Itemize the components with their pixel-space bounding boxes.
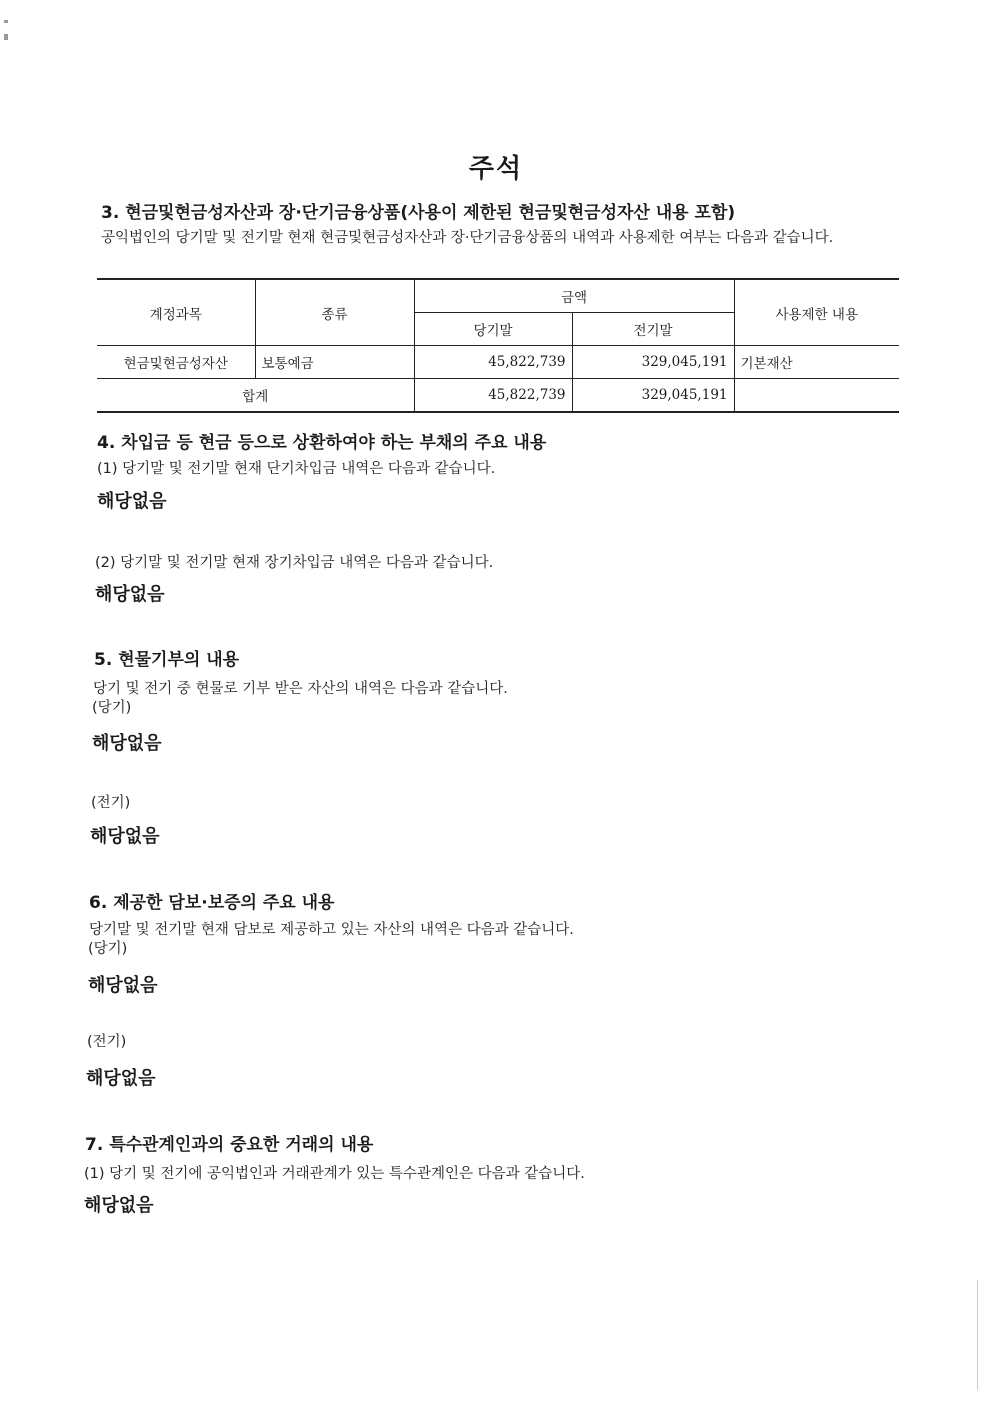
section-3-heading: 3. 현금및현금성자산과 장·단기금융상품(사용이 제한된 현금및현금성자산 내용 포함) — [101, 203, 736, 223]
section-6-description: 당기말 및 전기말 현재 담보로 제공하고 있는 자산의 내역은 다음과 같습니다. — [89, 922, 574, 938]
section-6-prior-label: (전기) — [87, 1034, 127, 1050]
section-6-not-applicable-2: 해당없음 — [86, 1068, 156, 1089]
header-restriction: 사용제한 내용 — [734, 279, 899, 346]
section-4-paragraph-2: (2) 당기말 및 전기말 현재 장기차입금 내역은 다음과 같습니다. — [95, 555, 494, 571]
table-row — [97, 346, 899, 379]
cell-type: 보통예금 — [255, 346, 414, 379]
scan-artifact — [4, 20, 8, 23]
section-4-not-applicable-1: 해당없음 — [97, 491, 167, 512]
cell-total-prior: 329,045,191 — [572, 379, 734, 413]
cell-prior: 329,045,191 — [572, 346, 734, 379]
section-7-paragraph-1: (1) 당기 및 전기에 공익법인과 거래관계가 있는 특수관계인은 다음과 같습니다. — [84, 1166, 585, 1182]
section-6-heading: 6. 제공한 담보·보증의 주요 내용 — [89, 893, 335, 913]
section-5-heading: 5. 현물기부의 내용 — [94, 650, 240, 670]
header-current: 당기말 — [414, 313, 572, 346]
table-total-row — [97, 379, 899, 413]
section-4-not-applicable-2: 해당없음 — [95, 584, 165, 605]
cell-current: 45,822,739 — [414, 346, 572, 379]
scan-edge-line — [977, 1280, 978, 1390]
header-account: 계정과목 — [97, 279, 255, 346]
section-4-paragraph-1: (1) 당기말 및 전기말 현재 단기차입금 내역은 다음과 같습니다. — [97, 461, 496, 477]
section-4-heading: 4. 차입금 등 현금 등으로 상환하여야 하는 부채의 주요 내용 — [97, 433, 547, 453]
section-5-not-applicable-1: 해당없음 — [92, 733, 162, 754]
section-6-current-label: (당기) — [88, 941, 128, 957]
header-type: 종류 — [255, 279, 414, 346]
cash-equivalents-table — [97, 278, 899, 413]
cell-total-restriction — [734, 379, 899, 413]
section-5-prior-label: (전기) — [91, 795, 131, 811]
section-3-description: 공익법인의 당기말 및 전기말 현재 현금및현금성자산과 장·단기금융상품의 내역과 사용제한 여부는 다음과 같습니다. — [101, 230, 834, 246]
cell-restriction: 기본재산 — [734, 346, 899, 379]
section-5-description: 당기 및 전기 중 현물로 기부 받은 자산의 내역은 다음과 같습니다. — [93, 681, 508, 697]
section-7-not-applicable-1: 해당없음 — [84, 1195, 154, 1216]
section-6-not-applicable-1: 해당없음 — [88, 975, 158, 996]
section-5-not-applicable-2: 해당없음 — [90, 826, 160, 847]
cell-total-label: 합계 — [97, 379, 414, 413]
page-title: 주석 — [468, 154, 524, 184]
header-amount: 금액 — [414, 279, 734, 313]
section-7-heading: 7. 특수관계인과의 중요한 거래의 내용 — [85, 1135, 374, 1155]
cell-account: 현금및현금성자산 — [97, 346, 255, 379]
header-prior: 전기말 — [572, 313, 734, 346]
cell-total-current: 45,822,739 — [414, 379, 572, 413]
scan-artifact — [4, 34, 8, 40]
section-5-current-label: (당기) — [92, 700, 132, 716]
